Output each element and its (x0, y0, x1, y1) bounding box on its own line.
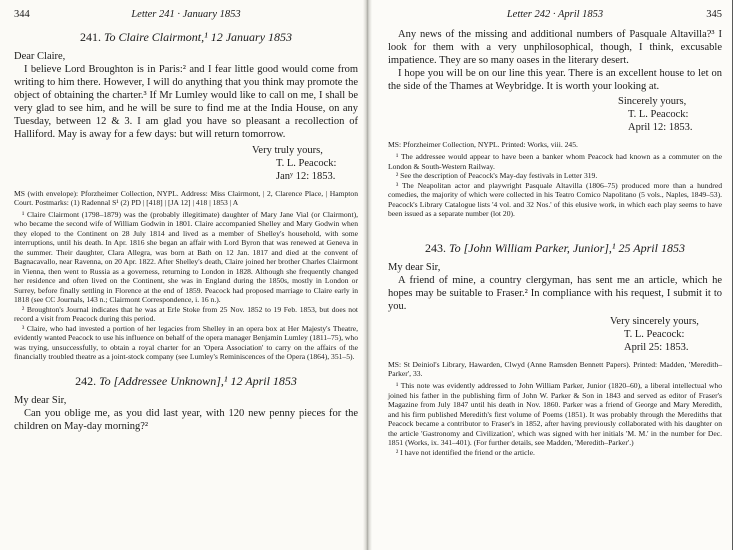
letter-241-closing-line-1: Very truly yours, (252, 144, 323, 156)
letter-241-closing (252, 144, 358, 183)
letter-243-number: 243. (425, 240, 447, 255)
running-header-left (14, 0, 358, 22)
letter-242-closing (618, 95, 722, 134)
letter-242-salutation: My dear Sir, (14, 394, 67, 406)
letter-242-closing-line-2: T. L. Peacock: (628, 109, 689, 121)
letter-241-closing-line-3: Janʸ 12: 1853. (276, 170, 336, 182)
letter-242-number: 242. (75, 373, 97, 388)
letter-241-source: MS (with envelope): Pforzheimer Collection, NYPL. Address: Miss Clairmont, | 2, Clarence Place, | Hampton Court. Postmarks: (1) Radennal S¹ (2) PD | [418] | [JA 12] | 418 | 1853 | A (14, 188, 358, 208)
letter-243-title: To [John William Parker, Junior],¹ 25 April 1853 (449, 240, 685, 255)
letter-241-footnote-2: ² Broughton's Journal indicates that he was at Erle Stoke from 25 Nov. 1852 to 19 Feb. 1853, but does not record a visit from Peacock during this period. (14, 304, 358, 324)
running-title-right: Letter 242 · April 1853 (506, 9, 604, 20)
right-page (366, 0, 732, 550)
letter-241-body: I believe Lord Broughton is in Paris:² and I fear little good would come from writing to him there. However, I will do anything that you think may promote the object of obtaining the charter.³ If Mr Lumley would like to call on me, I shall be very glad to see him, and he will be sure to find me at the India House, on any Tuesday, between 12 & 3. I am glad you have so pleasant a recollection of Halliford. May is away for a few days: but will return tomorrow. (14, 64, 358, 141)
letter-243-footnote-2: ² I have not identified the friend or the article. (396, 447, 535, 457)
letter-241-salutation: Dear Claire, (14, 51, 66, 62)
letter-242-footnote-1: ¹ The addressee would appear to have been a banker whom Peacock had known as a commuter on the London & South-Western Railway. (388, 152, 722, 171)
letter-243-body: A friend of mine, a country clergyman, has sent me an article, which he hopes may be suitable to Fraser.² In compliance with his request, I submit it to you. (388, 274, 722, 312)
letter-241-title: To Claire Clairmont,¹ 12 January 1853 (103, 30, 293, 44)
page-number-left: 344 (14, 9, 30, 20)
letter-242-title: To [Addressee Unknown],¹ 12 April 1853 (99, 373, 297, 388)
letter-242-body-1: Can you oblige me, as you did last year, with 120 new penny pieces for the children on May-day morning?² (14, 407, 358, 432)
letter-241-footnote-1: ¹ Claire Clairmont (1798–1879) was the (probably illegitimate) daughter of Mary Jane Vial (or Clairmont), who became the second wife of William Godwin in 1801. Claire accompanied Shelley and Mary Godwin when they eloped to the Continent on 28 July 1814 and lived as a member of Shelley's household, with some interruptions, until his death. In Apr. 1816 she began an affair with Lord Byron that was renewed at Geneva in the summer. Their daughter, Clara Allegra, was born at Bath on 12 Jan. 1817 and died at the convent of Bagnacavallo, near Ravenna, on 20 Apr. 1822. After Shelley's death, Claire joined her brother Charles Clairmont in Vienna, then went to Russia as a governess, returning to London in 1828. Although she frequently changed her residence and often lived on the Continent, she was in England during the 1850s, mostly in London or Surrey, before finally settling in Florence at the end of 1859. Peacock had proposed marriage to Claire early in 1818 (see CC Journals, 143 n.; Clairmont Correspondence, i. 16 n.). (14, 209, 358, 305)
letter-243-salutation: My dear Sir, (388, 261, 441, 273)
page-number-right: 345 (706, 9, 722, 20)
letter-243-footnote-1: ¹ This note was evidently addressed to John William Parker, Junior (1820–60), a liberal intellectual who joined his father in the publishing firm of John W. Parker & Son in 1843 and served as editor of Fraser's Magazine from July 1847 until his death in Nov. 1860. Parker was a friend of George and Mary Meredith, and his firm published Meredith's first volume of Poems (1851). It was probably through the Merediths that Peacock became a contributor to Fraser's in 1852, after having previously collaborated with his daughter on the article 'Gastronomy and Civilization', which was signed with her initials 'M. M.' in the number for Dec. 1851 (Works, ix. 341–401). (For further details, see Madden, 'Meredith–Parker'.) (388, 381, 722, 448)
left-page (0, 0, 366, 550)
letter-241-footnote-3: ³ Claire, who had invested a portion of her legacies from Shelley in an opera box at Her Majesty's Theatre, evidently wanted Peacock to use his influence on behalf of the opera manager Benjamin Lumley (1811–75), who was trying, unsuccessfully, to obtain a royal charter for an 'Opera Association' to carry on the affairs of the financially troubled theatre as a joint-stock company (see Lumley's Reminiscences of the Opera (1864), 351–5). (14, 323, 358, 362)
letter-242-body-3: I hope you will be on our line this year. There is an excellent house to let on the side of the Thames at Weybridge. It is worth your looking at. (388, 68, 722, 93)
letter-241-heading (14, 30, 358, 45)
letter-242-closing-line-3: April 12: 1853. (628, 122, 693, 134)
letter-243-closing-line-1: Very sincerely yours, (610, 315, 699, 327)
letter-242-footnote-2: ² See the description of Peacock's May-day festivals in Letter 319. (396, 171, 598, 181)
running-header-right (388, 0, 722, 22)
letter-242-body-2: Any news of the missing and additional numbers of Pasquale Altavilla?³ I look for them with a very unphilosophical, though, I think, excusable impatience. They are so many oases in the literary desert. (388, 29, 722, 67)
letter-242-source: MS: Pforzheimer Collection, NYPL. Printed: Works, viii. 245. (388, 140, 578, 150)
letter-242-heading (14, 374, 358, 389)
letter-242-footnote-3: ³ The Neapolitan actor and playwright Pasquale Altavilla (1806–75) produced more than a hundred comedies, the majority of which were collected in his Teatro Comico Napolitano (5 vols., Naples, 1849–53). Peacock's Library Catalogue lists '4 vol. and 32 Nos.' of this elusive work, in which each play seems to have been issued as a separate number (lot 20). (388, 180, 722, 219)
letter-243-source: MS: St Deiniol's Library, Hawarden, Clwyd (Anne Ramsden Bennett Papers). Printed: Madden, 'Meredith–Parker', 33. (388, 359, 722, 379)
running-title-left: Letter 241 · January 1853 (131, 9, 241, 20)
letter-241-number: 241. (79, 30, 101, 44)
letter-242-closing-line-1: Sincerely yours, (618, 96, 687, 108)
book-gutter (363, 0, 372, 550)
letter-241-closing-line-2: T. L. Peacock: (276, 157, 337, 169)
letter-243-closing-line-3: April 25: 1853. (624, 341, 689, 353)
letter-243-heading (388, 241, 722, 256)
letter-243-closing (610, 315, 722, 354)
letter-243-closing-line-2: T. L. Peacock: (624, 328, 685, 340)
